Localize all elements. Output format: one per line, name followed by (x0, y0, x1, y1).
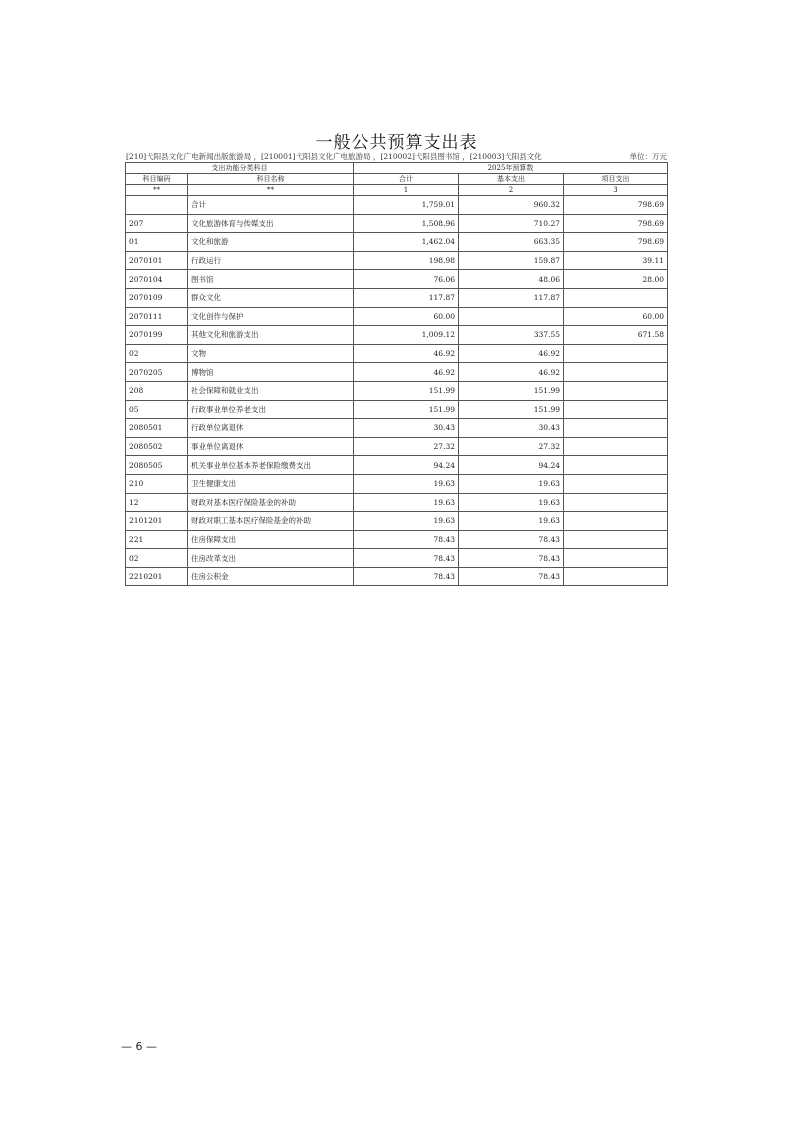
cell-total: 19.63 (354, 512, 459, 531)
table-row (126, 270, 668, 289)
table-row (126, 474, 668, 493)
table-row (126, 419, 668, 438)
cell-code: 2070199 (126, 326, 188, 345)
header-index-total: 1 (354, 185, 459, 196)
cell-total: 78.43 (354, 567, 459, 586)
cell-total: 19.63 (354, 493, 459, 512)
cell-total: 78.43 (354, 549, 459, 568)
cell-code: 2210201 (126, 567, 188, 586)
cell-project: 39.11 (564, 251, 668, 270)
cell-code: 221 (126, 530, 188, 549)
page-number: — 6 — (121, 1040, 157, 1053)
cell-project (564, 512, 668, 531)
table-row (126, 493, 668, 512)
cell-project (564, 400, 668, 419)
cell-total: 46.92 (354, 344, 459, 363)
cell-total: 151.99 (354, 381, 459, 400)
cell-project (564, 456, 668, 475)
header-group-budget-year: 2025年预算数 (354, 163, 668, 174)
cell-basic: 710.27 (459, 214, 564, 233)
header-code: 科目编码 (126, 174, 188, 185)
cell-name: 文化和旅游 (188, 233, 354, 252)
table-row (126, 307, 668, 326)
cell-name: 行政事业单位养老支出 (188, 400, 354, 419)
cell-basic: 94.24 (459, 456, 564, 475)
cell-project: 798.69 (564, 233, 668, 252)
cell-basic: 159.87 (459, 251, 564, 270)
table-body (126, 196, 668, 586)
cell-code: 207 (126, 214, 188, 233)
cell-code: 12 (126, 493, 188, 512)
header-mark-name: ** (188, 185, 354, 196)
cell-name: 行政单位离退休 (188, 419, 354, 438)
table-row (126, 567, 668, 586)
table-header (126, 163, 668, 196)
cell-basic: 151.99 (459, 381, 564, 400)
cell-name: 合计 (188, 196, 354, 215)
cell-code: 2080501 (126, 419, 188, 438)
cell-basic: 46.92 (459, 344, 564, 363)
cell-basic: 151.99 (459, 400, 564, 419)
cell-basic: 78.43 (459, 530, 564, 549)
cell-project: 60.00 (564, 307, 668, 326)
cell-basic: 78.43 (459, 549, 564, 568)
cell-total: 1,462.04 (354, 233, 459, 252)
cell-project: 28.00 (564, 270, 668, 289)
header-name: 科目名称 (188, 174, 354, 185)
cell-code: 2070109 (126, 288, 188, 307)
cell-basic: 19.63 (459, 493, 564, 512)
cell-basic: 337.55 (459, 326, 564, 345)
table-row (126, 512, 668, 531)
cell-code (126, 196, 188, 215)
cell-total: 1,009.12 (354, 326, 459, 345)
cell-code: 01 (126, 233, 188, 252)
cell-project (564, 437, 668, 456)
cell-project (564, 474, 668, 493)
table-row (126, 288, 668, 307)
cell-code: 2070111 (126, 307, 188, 326)
header-project: 项目支出 (564, 174, 668, 185)
cell-name: 博物馆 (188, 363, 354, 382)
cell-code: 02 (126, 549, 188, 568)
cell-name: 其他文化和旅游支出 (188, 326, 354, 345)
header-mark-code: ** (126, 185, 188, 196)
header-index-project: 3 (564, 185, 668, 196)
table-row (126, 233, 668, 252)
cell-basic: 117.87 (459, 288, 564, 307)
cell-total: 76.06 (354, 270, 459, 289)
cell-total: 60.00 (354, 307, 459, 326)
cell-basic: 27.32 (459, 437, 564, 456)
cell-project (564, 288, 668, 307)
header-index-basic: 2 (459, 185, 564, 196)
header-total: 合计 (354, 174, 459, 185)
cell-total: 78.43 (354, 530, 459, 549)
cell-project (564, 567, 668, 586)
cell-basic (459, 307, 564, 326)
cell-name: 社会保障和就业支出 (188, 381, 354, 400)
unit-label: 单位：万元 (629, 152, 667, 161)
cell-name: 机关事业单位基本养老保险缴费支出 (188, 456, 354, 475)
cell-total: 19.63 (354, 474, 459, 493)
cell-total: 30.43 (354, 419, 459, 438)
table-row (126, 344, 668, 363)
cell-name: 住房保障支出 (188, 530, 354, 549)
cell-code: 208 (126, 381, 188, 400)
cell-name: 文物 (188, 344, 354, 363)
table-row (126, 400, 668, 419)
page-title: 一般公共预算支出表 (315, 133, 478, 153)
cell-total: 94.24 (354, 456, 459, 475)
cell-name: 图书馆 (188, 270, 354, 289)
table-row (126, 437, 668, 456)
cell-code: 02 (126, 344, 188, 363)
cell-code: 2070205 (126, 363, 188, 382)
cell-project (564, 381, 668, 400)
cell-name: 群众文化 (188, 288, 354, 307)
table-row (126, 214, 668, 233)
cell-total: 151.99 (354, 400, 459, 419)
cell-project (564, 419, 668, 438)
cell-basic: 46.92 (459, 363, 564, 382)
cell-total: 198.98 (354, 251, 459, 270)
cell-basic: 663.35 (459, 233, 564, 252)
cell-basic: 960.32 (459, 196, 564, 215)
organization-line: [210]弋阳县文化广电新闻出版旅游局 ，[210001]弋阳县文化广电旅游局 ，[210002]弋阳县图书馆 ，[210003]弋阳县文化 (126, 152, 542, 161)
cell-basic: 19.63 (459, 474, 564, 493)
cell-project: 798.69 (564, 214, 668, 233)
cell-code: 2080505 (126, 456, 188, 475)
cell-code: 2070101 (126, 251, 188, 270)
table-row (126, 549, 668, 568)
table-row (126, 251, 668, 270)
cell-project (564, 363, 668, 382)
cell-project (564, 549, 668, 568)
cell-project: 798.69 (564, 196, 668, 215)
cell-code: 2101201 (126, 512, 188, 531)
cell-name: 行政运行 (188, 251, 354, 270)
cell-name: 住房改革支出 (188, 549, 354, 568)
cell-basic: 30.43 (459, 419, 564, 438)
cell-project: 671.58 (564, 326, 668, 345)
table-row (126, 530, 668, 549)
cell-basic: 48.06 (459, 270, 564, 289)
cell-code: 2080502 (126, 437, 188, 456)
cell-basic: 19.63 (459, 512, 564, 531)
cell-total: 1,508.96 (354, 214, 459, 233)
cell-code: 210 (126, 474, 188, 493)
budget-table (125, 162, 668, 586)
table-row (126, 196, 668, 215)
cell-project (564, 344, 668, 363)
cell-name: 事业单位离退休 (188, 437, 354, 456)
table-row (126, 381, 668, 400)
header-basic: 基本支出 (459, 174, 564, 185)
header-group-functional-category: 支出功能分类科目 (126, 163, 354, 174)
cell-code: 05 (126, 400, 188, 419)
cell-project (564, 530, 668, 549)
cell-name: 财政对基本医疗保险基金的补助 (188, 493, 354, 512)
cell-total: 1,759.01 (354, 196, 459, 215)
cell-name: 文化创作与保护 (188, 307, 354, 326)
cell-basic: 78.43 (459, 567, 564, 586)
cell-name: 住房公积金 (188, 567, 354, 586)
table-row (126, 326, 668, 345)
table-row (126, 363, 668, 382)
cell-name: 文化旅游体育与传媒支出 (188, 214, 354, 233)
cell-total: 27.32 (354, 437, 459, 456)
cell-total: 117.87 (354, 288, 459, 307)
cell-name: 卫生健康支出 (188, 474, 354, 493)
table-row (126, 456, 668, 475)
cell-code: 2070104 (126, 270, 188, 289)
cell-name: 财政对职工基本医疗保险基金的补助 (188, 512, 354, 531)
cell-project (564, 493, 668, 512)
cell-total: 46.92 (354, 363, 459, 382)
